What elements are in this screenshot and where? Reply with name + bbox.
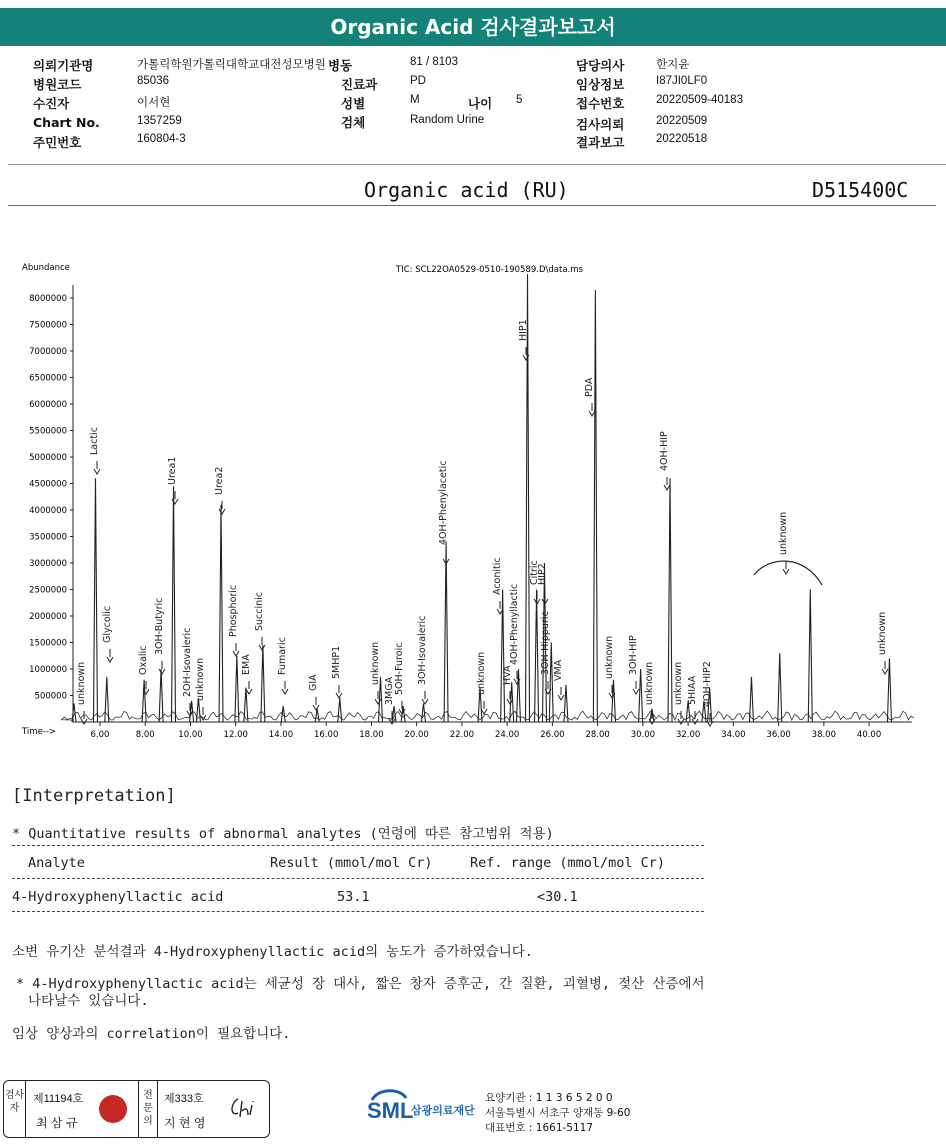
age-label: 나이	[468, 96, 493, 111]
arrow-icon	[246, 681, 252, 694]
analyte-result: 53.1	[337, 889, 370, 905]
arrow-icon	[282, 681, 288, 694]
x-tick-label: 32.00	[675, 730, 701, 740]
peak-annotation-label: HIP2	[537, 563, 548, 585]
peak-annotation	[102, 606, 113, 662]
y-tick-label: 1000000	[29, 665, 67, 675]
peak-annotation	[659, 431, 670, 490]
note-1: 소변 유기산 분석결과 4-Hydroxyphenyllactic acid의 농도가 증가하였습니다.	[12, 944, 533, 960]
col-analyte: Analyte	[28, 855, 85, 871]
reviewer-no: 제333호	[164, 1093, 204, 1105]
peak	[444, 542, 448, 722]
peak-annotation	[89, 427, 100, 474]
peak-annotation	[877, 612, 888, 674]
divider	[12, 845, 704, 846]
col-result: Result (mmol/mol Cr)	[270, 855, 433, 871]
peak-annotation	[628, 635, 639, 694]
peak	[749, 677, 753, 722]
peak-annotation	[537, 563, 548, 604]
arrow-icon	[422, 691, 428, 704]
peak-annotation-label: unknown	[778, 511, 789, 555]
institution-value: 가톨릭학원가톨릭대학교대전성모병원	[137, 59, 326, 71]
arrow-icon	[589, 403, 595, 416]
arrow-icon	[882, 661, 888, 674]
doctor-label: 담당의사	[576, 58, 625, 73]
analyte-name: 4-Hydroxyphenyllactic acid	[12, 889, 224, 905]
x-tick-label: 40.00	[856, 730, 882, 740]
inspector-label: 검사자	[4, 1081, 26, 1137]
rrn-label: 주민번호	[33, 135, 82, 150]
peak-annotation-label: Citric	[529, 560, 540, 585]
y-tick-label: 6000000	[29, 400, 67, 410]
peak-annotation-label: unknown	[76, 661, 87, 705]
peak	[421, 703, 425, 722]
peak-annotation-label: unknown	[877, 611, 888, 655]
hospcode-value: 85036	[137, 75, 169, 87]
peak-annotation	[673, 662, 684, 724]
arrow-icon	[233, 643, 239, 656]
arrow-icon	[783, 561, 789, 574]
peak	[159, 669, 163, 722]
phone: 대표번호 : 1661-5117	[485, 1122, 594, 1134]
x-tick-label: 6.00	[90, 730, 110, 740]
analyte-ref: <30.1	[537, 889, 578, 905]
peak-annotation-label: Aconitic	[492, 557, 503, 595]
interpretation-subtitle: * Quantitative results of abnormal analytes (연령에 따른 참고범위 적용)	[12, 826, 554, 842]
peak-annotation-label: 3OH-Hippuric	[540, 611, 551, 675]
patient-label: 수진자	[33, 96, 70, 111]
x-tick-label: 36.00	[766, 730, 791, 740]
dept-value: PD	[410, 75, 426, 87]
peak-annotation	[228, 585, 239, 656]
ward-label: 병동	[328, 58, 353, 73]
interpretation-title: [Interpretation]	[12, 786, 176, 806]
peak-annotation-label: 5MHP1	[331, 645, 342, 679]
arrow-icon	[336, 685, 342, 698]
chart-no-value: 1357259	[137, 115, 182, 127]
x-tick-label: 16.00	[314, 730, 339, 740]
accession-label: 접수번호	[576, 96, 625, 111]
y-tick-label: 3500000	[29, 532, 67, 543]
report-date-label: 결과보고	[576, 135, 625, 150]
chart-title: TIC: SCL22OA0529-0510-190589.D\data.ms	[396, 265, 583, 275]
rrn-value: 160804-3	[137, 133, 186, 145]
peak-annotation-label: 4OH-Phenyllactic	[509, 583, 520, 665]
peak-annotation	[584, 377, 595, 416]
peak-annotation-label: 5OH-Furoic	[394, 642, 405, 695]
x-tick-label: 14.00	[268, 730, 294, 740]
peak-annotation	[417, 616, 428, 704]
peak-annotation-label: GIA	[308, 674, 319, 691]
y-axis-label: Abundance	[22, 263, 70, 273]
peak-annotation	[553, 659, 564, 700]
chart-no-label: Chart No.	[33, 115, 100, 130]
peak-annotation-label: unknown	[195, 657, 206, 701]
peak-annotation-label: VMA	[553, 659, 564, 681]
peak	[593, 290, 597, 722]
peak-annotation-label: 4OH-Phenylacetic	[438, 460, 449, 545]
peak-annotation-label: 3OH-HIP	[628, 635, 639, 675]
y-tick-label: 2000000	[29, 612, 67, 622]
peak	[105, 677, 109, 722]
peak-annotation	[154, 598, 165, 674]
peak	[315, 709, 319, 722]
peak-annotation-label: PDA	[584, 377, 595, 397]
peak-annotation	[214, 467, 225, 514]
sex-value: M	[410, 94, 420, 106]
x-tick-label: 20.00	[404, 730, 429, 740]
arrow-icon	[107, 649, 113, 662]
x-tick-label: 30.00	[630, 730, 656, 740]
report-date-value: 20220518	[656, 133, 708, 145]
y-tick-label: 5000000	[29, 453, 67, 463]
care-number: 요양기관 : 1 1 3 6 5 2 0 0	[485, 1092, 613, 1104]
peak-annotation	[277, 637, 288, 694]
peak	[172, 486, 176, 722]
peak	[244, 688, 248, 722]
arrow-icon	[200, 707, 206, 720]
y-tick-label: 500000	[34, 691, 67, 702]
peak-annotation-label: unknown	[476, 651, 487, 695]
y-tick-label: 4500000	[29, 479, 67, 490]
y-tick-label: 7500000	[29, 320, 67, 331]
divider	[8, 164, 946, 165]
patient-value: 이서현	[137, 97, 171, 109]
note-2: * 4-Hydroxyphenyllactic acid는 세균성 장 대사, 짧은 창자 증후군, 간 질환, 괴혈병, 젖산 산증에서	[16, 976, 705, 992]
peak-annotation	[438, 461, 449, 564]
peak-annotation-label: 5HIAA	[687, 675, 698, 705]
y-tick-label: 8000000	[29, 294, 67, 304]
signature-box	[3, 1080, 270, 1138]
institution-label: 의뢰기관명	[33, 58, 94, 73]
y-tick-label: 4000000	[29, 506, 67, 516]
reviewer-label: 전문의	[138, 1081, 158, 1137]
peak-annotation-label: HIP1	[518, 319, 529, 341]
peak-annotation-label: EMA	[241, 654, 252, 675]
peak-annotation	[195, 658, 206, 720]
peak-annotation-label: 4OH-HIP	[659, 431, 670, 471]
peak	[338, 698, 342, 722]
peak	[281, 706, 285, 722]
y-tick-label: 3000000	[29, 559, 67, 569]
y-tick-label: 5500000	[29, 426, 67, 437]
peak-annotation	[254, 592, 265, 650]
peak-annotation-label: unknown	[673, 661, 684, 705]
unknown-bracket	[754, 561, 822, 585]
request-value: 20220509	[656, 115, 708, 127]
peak-annotation	[241, 654, 252, 694]
signature-icon	[226, 1095, 260, 1121]
report-header	[0, 8, 946, 46]
x-tick-label: 28.00	[585, 730, 610, 740]
tic-chromatogram	[0, 255, 946, 745]
test-title: Organic acid (RU)	[364, 178, 569, 202]
peak	[93, 478, 97, 722]
request-label: 검사의뢰	[576, 117, 625, 132]
peak-annotation-label: 3OH-Isovaleric	[417, 615, 428, 685]
arrow-icon	[558, 687, 564, 700]
peak-annotation-label: Urea2	[214, 466, 225, 495]
peak	[808, 590, 812, 723]
sex-label: 성별	[341, 96, 366, 111]
arrow-icon	[94, 461, 100, 474]
reviewer-name: 지 현 영	[164, 1116, 206, 1130]
note-3: 임상 양상과의 correlation이 필요합니다.	[12, 1026, 291, 1042]
peak	[639, 669, 643, 722]
peak	[668, 478, 672, 722]
divider	[8, 205, 936, 206]
x-tick-label: 26.00	[540, 730, 565, 740]
arrow-icon	[219, 501, 225, 514]
peak-annotation-label: Glycolic	[102, 605, 113, 643]
peak	[778, 653, 782, 722]
peak-annotation-label: unknown	[644, 661, 655, 705]
sml-logo: SML	[367, 1098, 414, 1123]
accession-value: 20220509-40183	[656, 94, 743, 106]
x-tick-label: 18.00	[359, 730, 384, 740]
age-value: 5	[516, 94, 523, 106]
arrow-icon	[259, 637, 265, 650]
specimen-value: Random Urine	[410, 114, 485, 126]
divider	[12, 878, 704, 879]
patient-info	[0, 46, 946, 164]
note-2-cont: 나타날수 있습니다.	[28, 993, 149, 1009]
x-tick-label: 10.00	[178, 730, 203, 740]
peak-annotation-label: 2OH-Isovaleric	[182, 627, 193, 697]
peak-annotation	[778, 512, 789, 574]
peak	[219, 505, 223, 722]
peak-annotation	[394, 643, 405, 714]
x-tick-label: 8.00	[135, 730, 155, 740]
peak-annotation-label: Urea1	[167, 456, 178, 485]
peak-annotation-label: Succinic	[254, 591, 265, 631]
peak-annotation-label: unknown	[370, 641, 381, 685]
peak-annotation	[167, 457, 178, 504]
test-code: D515400C	[812, 178, 909, 202]
peak-annotation-label: Lactic	[89, 427, 100, 455]
col-ref: Ref. range (mmol/mol Cr)	[470, 855, 666, 871]
peak-annotation	[308, 674, 319, 710]
inspector-no: 제11194호	[33, 1093, 84, 1105]
hospcode-label: 병원코드	[33, 77, 82, 92]
arrow-icon	[159, 661, 165, 674]
arrow-icon	[313, 697, 319, 710]
clinical-value: I87JI0LF0	[656, 75, 708, 87]
dept-label: 진료과	[341, 77, 378, 92]
peak	[535, 590, 539, 723]
org-name: 삼광의료재단	[411, 1104, 475, 1117]
peak-annotation	[492, 557, 503, 614]
arrow-icon	[664, 477, 670, 490]
y-tick-label: 7000000	[29, 347, 67, 357]
peak-annotation-label: Phosphoric	[228, 584, 239, 637]
seal-stamp	[99, 1095, 127, 1123]
peak-annotation-label: 3OH-Butyric	[154, 597, 165, 655]
clinical-label: 임상정보	[576, 77, 625, 92]
peak-annotation-label: Oxalic	[138, 645, 149, 675]
peak	[261, 645, 265, 722]
peak	[887, 658, 891, 722]
peak-annotation-label: 3MGA	[384, 676, 395, 705]
doctor-value: 한지윤	[656, 59, 690, 71]
x-tick-label: 38.00	[811, 730, 837, 740]
peak	[235, 656, 239, 722]
arrow-icon	[633, 681, 639, 694]
peak-annotation-label: 4OH-HIP2	[702, 661, 713, 707]
peak-annotation-label: HVA	[502, 665, 513, 685]
specimen-label: 검체	[341, 115, 366, 130]
report-header-title: Organic Acid 검사결과보고서	[330, 15, 616, 39]
ward-value: 81 / 8103	[410, 56, 458, 68]
divider	[12, 911, 704, 912]
y-tick-label: 6500000	[29, 373, 67, 384]
x-tick-label: 22.00	[449, 730, 475, 740]
x-tick-label: 24.00	[494, 730, 520, 740]
y-tick-label: 1500000	[29, 638, 67, 649]
y-tick-label: 2500000	[29, 585, 67, 596]
x-axis-label: Time-->	[22, 727, 57, 737]
address: 서울특별시 서초구 양재동 9-60	[485, 1107, 631, 1119]
peak-annotation-label: unknown	[604, 635, 615, 679]
inspector-name: 최 삼 규	[36, 1116, 78, 1130]
x-tick-label: 12.00	[223, 730, 248, 740]
peak-annotation	[331, 646, 342, 698]
peak-annotation-label: Fumaric	[277, 637, 288, 675]
x-tick-label: 34.00	[721, 730, 746, 740]
